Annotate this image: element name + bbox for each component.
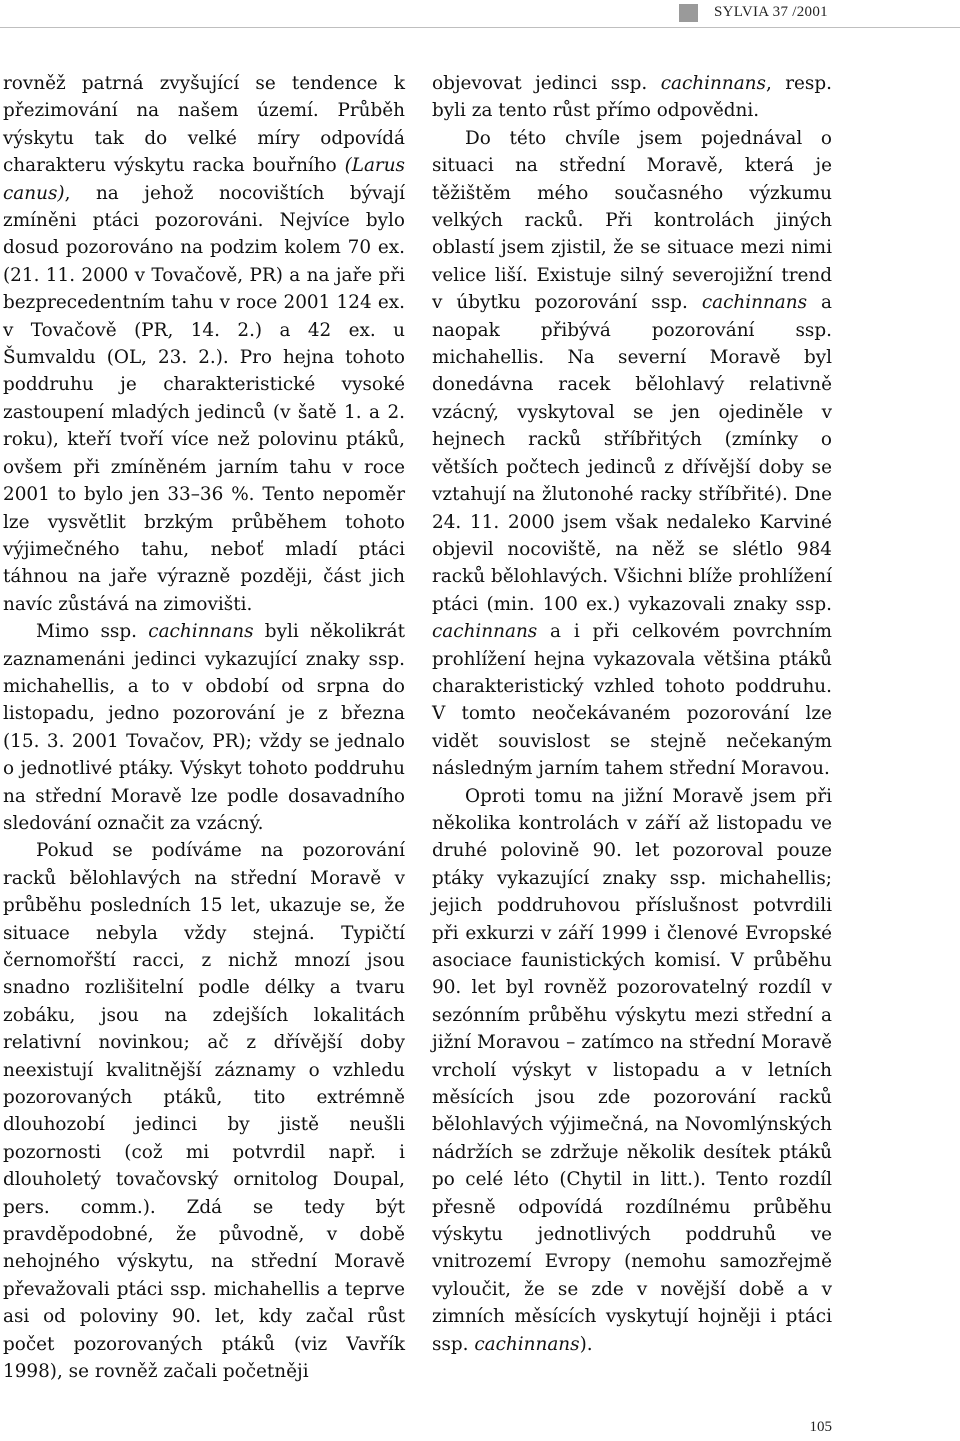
left-column	[3, 70, 405, 1386]
page-header	[0, 0, 960, 30]
header-marker-block	[679, 4, 698, 22]
text-run: Oproti tomu na jižní Moravě jsem při několika kontrolách v září až listopadu ve druhé polovině 90. let pozoroval pouze ptáky vykazující znaky ssp. michahellis; jejich poddruhovou příslušnost potvrdili při exkurzi v září 1999 i členové Evropské asociace faunistických komisí. V průběhu 90. let byl rovněž pozorovatelný rozdíl v sezónním průběhu výskytu mezi střední a jižní Moravou – zatímco na střední Moravě vrcholí výskyt v listopadu a v letních měsících jsou zde pozorování racků bělohlavých výjimečná, na Novomlýnských nádržích se zdržuje několik desítek ptáků po celé léto (Chytil in litt.). Tento rozdíl přesně odpovídá rozdílnému průběhu výskytu jednotlivých poddruhů ve vnitrozemí Evropy (nemohu samozřejmě vyloučit, že se zde v novější době a v zimních měsících vyskytují hojněji i ptáci ssp.	[432, 785, 832, 1355]
body-paragraph	[432, 70, 832, 125]
text-run: a naopak přibývá pozorování ssp. michahellis. Na severní Moravě byl donedávna racek bělohlavý relativně vzácný, vyskytoval se jen ojediněle v hejnech racků stříbřitých (zmínky o větších počtech jedinců z dřívější doby se vztahují na žlutonohé racky stříbřité). Dne 24. 11. 2000 jsem však nedaleko Karviné objevil nocoviště, na něž se slétlo 984 racků bělohlavých. Všichni blíže prohlížení ptáci (min. 100 ex.) vykazovali znaky ssp.	[432, 292, 833, 615]
text-run: Do této chvíle jsem pojednával o situaci na střední Moravě, která je těžištěm mého současného výzkumu velkých racků. Při kontrolách jiných oblastí jsem zjistil, že se situace mezi nimi velice liší. Existuje silný severojižní trend v úbytku pozorování ssp.	[432, 127, 832, 314]
italic-term: cachinnans	[660, 73, 766, 94]
body-paragraph	[3, 837, 405, 1385]
journal-running-head: SYLVIA 37 /2001	[714, 4, 828, 20]
italic-term: (Larus canus)	[3, 155, 405, 204]
header-rule	[0, 27, 960, 28]
text-run: objevovat jedinci ssp.	[432, 73, 661, 94]
page-number: 105	[809, 1419, 832, 1435]
text-run: ).	[579, 1333, 593, 1355]
italic-term: cachinnans	[474, 1333, 580, 1355]
text-run: , resp. byli za tento růst přímo odpovědni.	[432, 73, 832, 122]
text-run: a i při celkovém povrchním prohlížení hejna vykazovala většina ptáků charakteristický vzhled tohoto poddruhu. V tomto neočekávaném pozorování lze vidět souvislost se stejně nečekaným následným jarním tahem střední Moravou.	[432, 621, 832, 780]
italic-term: cachinnans	[701, 292, 808, 314]
body-paragraph	[432, 125, 832, 783]
body-paragraph	[3, 70, 405, 618]
italic-term: cachinnans	[432, 621, 538, 643]
text-run: rovněž patrná zvyšující se tendence k přezimování na našem území. Průběh výskytu tak do velké míry odpovídá charakteru výskytu racka bouřního	[3, 73, 405, 177]
text-run: , na jehož nocovištích bývají zmíněni ptáci pozorováni. Nejvíce bylo dosud pozorováno na podzim kolem 70 ex. (21. 11. 2000 v Tovačově, PR) a na jaře při bezprecedentním tahu v roce 2001 124 ex. v Tovačově (PR, 14. 2.) a 42 ex. u Šumvaldu (OL, 23. 2.). Pro hejna tohoto poddruhu je charakteristické vysoké zastoupení mladých jedinců (v šatě 1. a 2. roku), kteří tvoří více než polovinu ptáků, ovšem při zmíněném jarním tahu v roce 2001 to bylo jen 33–36 %. Tento nepoměr lze vysvětlit brzkým průběhem tohoto výjimečného tahu, neboť mladí ptáci táhnou na jaře výrazně později, část jich navíc zůstává na zimovišti.	[3, 182, 405, 615]
italic-term: cachinnans	[148, 621, 254, 643]
text-run: Mimo ssp.	[36, 621, 149, 643]
text-run: byli několikrát zaznamenáni jedinci vykazující znaky ssp. michahellis, a to v období od srpna do listopadu, jedno pozorování je z března (15. 3. 2001 Tovačov, PR); vždy se jednalo o jednotlivé ptáky. Výskyt tohoto poddruhu na střední Moravě lze podle dosavadního sledování označit za vzácný.	[3, 621, 405, 834]
right-column	[432, 70, 832, 1358]
text-run: Pokud se podíváme na pozorování racků bělohlavých na střední Moravě v průběhu posledních 15 let, ukazuje se, že situace nebyla vždy stejná. Typičtí černomořští racci, z nichž mnozí jsou snadno rozlišitelní podle délky a tvaru zobáku, jsou na zdejších lokalitách relativní novinkou; ač z dřívější doby neexistují kvalitnější záznamy o vzhledu pozorovaných ptáků, tito extrémně dlouhozobí jedinci by jistě neušli pozornosti (což mi potvrdil např. i dlouholetý tovačovský ornitolog Doupal, pers. comm.). Zdá se tedy být pravděpodobné, že původně, v době nehojného výskytu, na střední Moravě převažovali ptáci ssp. michahellis a teprve asi od poloviny 90. let, kdy začal růst počet pozorovaných ptáků (viz Vavřík 1998), se rovněž začali početněji	[3, 840, 405, 1383]
body-paragraph	[3, 618, 405, 837]
body-paragraph	[432, 783, 832, 1359]
